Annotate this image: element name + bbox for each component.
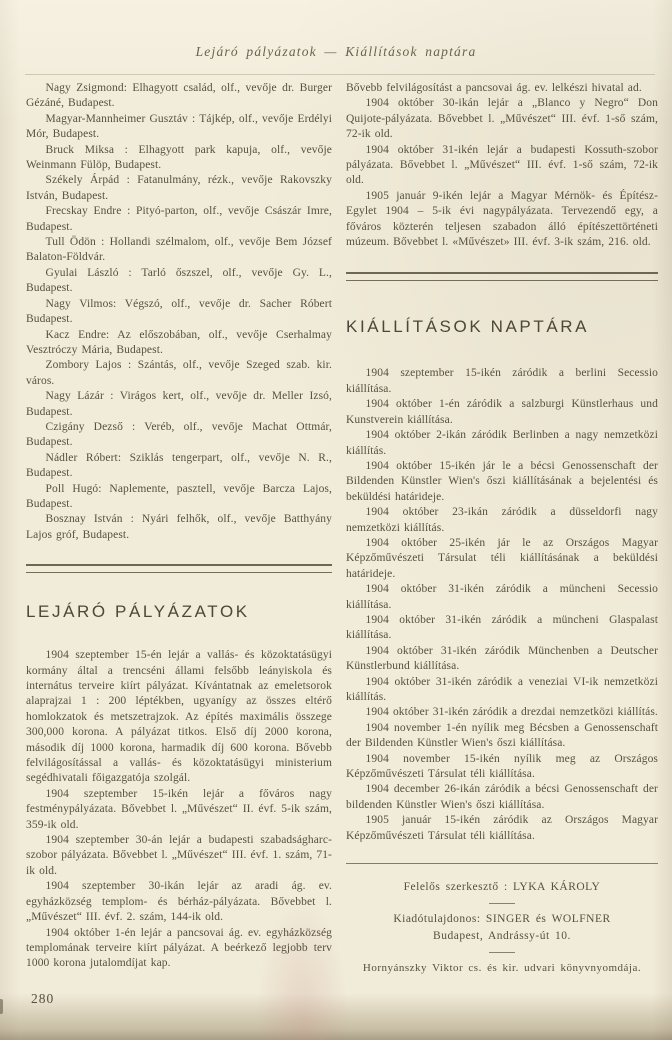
exhibition-paragraph: 1904 november 1-én nyílik meg Bécsben a Genossenschaft der Bildenden Künstler Wien's őszi kiállítása.	[346, 721, 658, 750]
competition-paragraph: 1904 október 31-ikén lejár a budapesti Kossuth-szobor pályázata. Bővebbet l. „Művészet“ III. évf. 1-ső szám, 72-ik old.	[346, 143, 658, 187]
exhibition-paragraph: 1904 szeptember 15-ikén záródik a berlini Secessio kiállítása.	[346, 367, 658, 395]
colophon-editor: Felelős szerkesztő : LYKA KÁROLY	[403, 881, 601, 894]
sale-entry: Nádler Róbert: Sziklás tengerpart, olf., vevője N. R., Budapest.	[26, 451, 332, 480]
competition-paragraph: 1904 szeptember 15-ikén lejár a főváros nagy festménypályázata. Bővebbet l. „Művészet“ II. évf. 5-ik szám, 359-ik old.	[26, 787, 332, 831]
competition-paragraph: 1904 október 1-én lejár a pancsovai ág. ev. egyházközség templomának terveire kiírt pályázat. A beérkező legjobb terv 1000 korona jutalomdíjat kap.	[26, 926, 332, 970]
sale-entry: Nagy Vilmos: Végszó, olf., vevője dr. Sacher Róbert Budapest.	[26, 297, 332, 326]
left-column	[26, 81, 332, 972]
page-number: 280	[31, 991, 55, 1006]
exhibition-paragraph: 1904 október 2-ikán záródik Berlinben a nagy nemzetközi kiállítás.	[346, 429, 658, 457]
exhibition-paragraph: 1904 október 31-ikén záródik a müncheni Glaspalast kiállítása.	[346, 613, 658, 642]
lejaro-paragraphs	[26, 648, 332, 972]
exhibition-paragraph: 1904 október 25-ikén jár le az Országos Magyar Képzőművészeti Társulat téli kiállításának a beküldési határideje.	[346, 536, 658, 580]
colophon-rule	[346, 863, 658, 864]
scan-edge-artifact	[0, 999, 3, 1014]
sale-entry: Zombory Lajos : Szántás, olf., vevője Szeged szab. kir. város.	[26, 359, 332, 387]
exhibition-paragraph: 1904 október 31-ikén záródik a veneziai VI-ik nemzetközi kiállítás.	[346, 675, 658, 703]
competition-paragraph-continuation: Bővebb felvilágosítást a pancsovai ág. ev. lelkészi hivatal ad.	[346, 82, 642, 94]
section-heading-kiallitasok-naptara: KIÁLLÍTÁSOK NAPTÁRA	[346, 317, 590, 337]
exhibition-paragraph: 1904 október 1-én záródik a salzburgi Künstlerhaus und Kunstverein kiállítása.	[346, 398, 658, 426]
competition-paragraph: 1904 szeptember 30-án lejár a budapesti szabadságharc-szobor pályázata. Bővebbet l. „Művészet“ III. évf. 1. szám, 71-ik old.	[26, 834, 332, 877]
colophon-printer: Hornyánszky Viktor cs. és kir. udvari könyvnyomdája.	[362, 962, 642, 975]
exhibition-paragraph: 1905 január 15-ikén záródik az Országos Magyar Képzőművészeti Társulat téli kiállítása.	[346, 814, 658, 842]
colophon-address: Budapest, Andrássy-út 10.	[433, 930, 571, 943]
colophon	[346, 880, 658, 976]
sale-entry: Tull Ödön : Hollandi szélmalom, olf., vevője Bem József Balaton-Földvár.	[26, 236, 332, 264]
colophon-publisher: Kiadótulajdonos: SINGER és WOLFNER	[393, 913, 611, 926]
colophon-divider	[489, 952, 515, 953]
colophon-divider	[489, 903, 515, 904]
sale-entry: Nagy Lázár : Virágos kert, olf., vevője dr. Meller Izsó, Budapest.	[26, 390, 332, 418]
sale-entry: Bruck Miksa : Elhagyott park kapuja, olf., vevője Weinmann Fülöp, Budapest.	[26, 143, 332, 172]
exhibition-paragraph: 1904 október 31-ikén záródik a drezdai nemzetközi kiállítás.	[365, 706, 658, 719]
running-header: Lejáró pályázatok — Kiállítások naptára	[195, 44, 477, 59]
section-divider-rule	[26, 564, 332, 573]
competition-paragraph: 1904 október 30-ikán lejár a „Blanco y Negro“ Don Quijote-pályázata. Bővebbet l. „Művészet“ III. évf. 1-ső szám, 72-ik old.	[346, 97, 658, 141]
competition-paragraph: 1904 szeptember 30-ikán lejár az aradi ág. ev. egyházközség templom- és bérház-pályázata. Bővebbet l. „Művészet“ III. évf. 2. szám, 144-ik old.	[26, 880, 332, 924]
section-heading-lejaro-palyazatok: LEJÁRÓ PÁLYÁZATOK	[26, 602, 250, 622]
sale-entry: Magyar-Mannheimer Gusztáv : Tájkép, olf., vevője Erdélyi Mór, Budapest.	[26, 112, 332, 141]
header-rule	[25, 74, 655, 75]
sales-list	[26, 81, 332, 543]
sale-entry: Nagy Zsigmond: Elhagyott család, olf., vevője dr. Burger Gézáné, Budapest.	[26, 82, 332, 110]
naptara-paragraphs	[346, 366, 658, 844]
sale-entry: Frecskay Endre : Pityó-parton, olf., vevője Császár Imre, Budapest.	[26, 205, 332, 233]
right-column	[346, 81, 658, 976]
exhibition-paragraph: 1904 október 31-ikén záródik Münchenben a Deutscher Künstlerbund kiállítása.	[346, 644, 658, 673]
exhibition-paragraph: 1904 november 15-ikén nyílik meg az Országos Képzőművészeti Társulat téli kiállítása.	[346, 752, 658, 781]
exhibition-paragraph: 1904 október 23-ikán záródik a düsseldorfi nagy nemzetközi kiállítás.	[346, 506, 658, 534]
competition-paragraph: 1904 szeptember 15-én lejár a vallás- és közoktatásügyi kormány által a trencséni állami felsőbb leányiskola és internátus terveire kiírt pályázat. Kívántatnak az emeletsorok alaprajzai 1 : 200 léptékben, ugyanígy az összes eltérő homlokzatok és metszetrajzok. Az építés maximális összege 300,000 korona. A pályázat titkos. Első díj 2000 korona, második díj 1000 korona, harmadik díj 600 korona. Bővebb felvilágosítással a vallás- és közoktatásügyi ministerium segédhivatali főigazgatója szolgál.	[26, 649, 332, 785]
sale-entry: Bosznay István : Nyári felhők, olf., vevője Batthyány Lajos gróf, Budapest.	[26, 513, 332, 541]
competition-paragraph: 1905 január 9-ikén lejár a Magyar Mérnök- és Építész-Egylet 1904 – 5-ik évi nagypályázata. Tervezendő egy, a főváros közterén teljesen szabadon álló építészettörténeti múzeum. Bővebbet l. «Művészet» III. évf. 3-ik szám, 216. old.	[346, 189, 658, 249]
exhibition-paragraph: 1904 december 26-ikán záródik a bécsi Genossenschaft der bildenden Künstler Wien's őszi kiállítása.	[346, 783, 658, 811]
sale-entry: Gyulai László : Tarló őszszel, olf., vevője Gy. L., Budapest.	[26, 266, 332, 295]
section-divider-rule	[346, 272, 658, 281]
sale-entry: Poll Hugó: Naplemente, pasztell, vevője Barcza Lajos, Budapest.	[26, 482, 332, 510]
sale-entry: Czigány Dezső : Veréb, olf., vevője Machat Ottmár, Budapest.	[26, 420, 332, 449]
sale-entry: Székely Árpád : Fatanulmány, rézk., vevője Rakovszky István, Budapest.	[26, 174, 332, 202]
exhibition-paragraph: 1904 október 15-ikén jár le a bécsi Genossenschaft der Bildenden Künstler Wien's őszi kiállításának a bejelentési és beküldési határideje.	[346, 459, 658, 503]
exhibition-paragraph: 1904 október 31-ikén záródik a müncheni Secessio kiállítása.	[346, 583, 658, 611]
lejaro-continuation-paragraphs	[346, 81, 658, 250]
sale-entry: Kacz Endre: Az előszobában, olf., vevője Cserhalmay Vesztróczy Mária, Budapest.	[26, 328, 332, 356]
